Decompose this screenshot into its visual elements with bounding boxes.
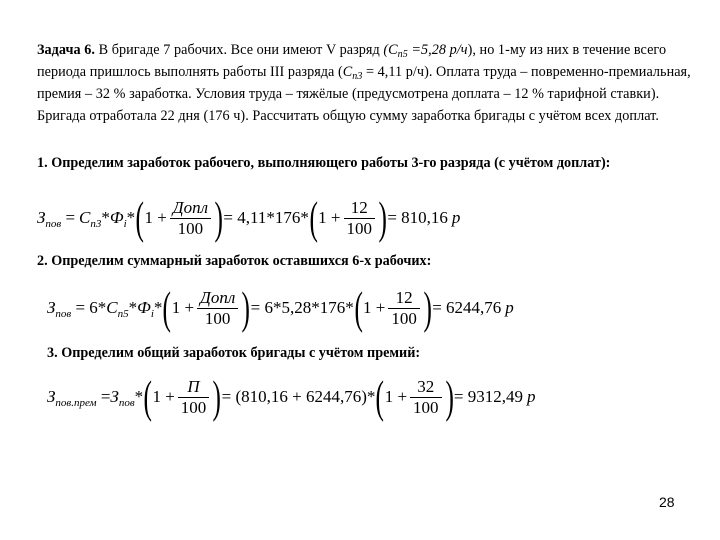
step-2-result: = 6244,76 [432, 298, 502, 317]
page-number: 28 [659, 494, 675, 510]
step-2-formula: $З_{пов}$ = 6* $С_{п5}$ * $Ф_i$ * ( 1 + $\frac{\text{Допл}}{100}$ ) = 6*5,28*176* ( 1 + $\frac{12}{100}$ ) = 6244,76 р [47, 282, 514, 333]
step-1-heading: 1. Определим заработок рабочего, выполняющего работы 3-го разряда (с учётом доплат): [37, 155, 611, 171]
step-1-fraction-2: $\frac{12}{100}$ [344, 198, 376, 239]
statement-text-2: но 1-му из них в течение всего периода пришлось выполнять работы III разряда ( [37, 42, 667, 80]
step-3-fraction-1: $\frac{П}{100}$ [178, 377, 210, 418]
step-1-fraction-1: $\frac{\text{Допл}}{100}$ [170, 198, 211, 239]
statement-text-3: = 4,11 р/ч). Оплата труда – повременно-премиальная, премия – 32 % заработка. Условия труда – тяжёлые (предусмотрена доплата – 12 % тарифной ставки). Бригада отработала 22 дня (176 ч). Рассчитать общую сумму заработка бригады с учётом всех доплат. [37, 64, 691, 124]
problem-title: Задача 6. [37, 42, 96, 58]
step-3-heading: 3. Определим общий заработок бригады с учётом премий: [47, 345, 421, 361]
step-3-formula: $З_{пов.прем}$ = $З_{пов}$ * ( 1 + $\frac{П}{100}$ ) = (810,16 + 6244,76)* ( 1 + $\frac{32}{100}$ ) = 9312,49 р [47, 371, 536, 422]
step-1-formula: $З_{пов}$ = $С_{п3}$ * $Ф_i$ * ( 1 + $\frac{\text{Допл}}{100}$ ) = 4,11*176* ( 1 + $\frac{12}{100}$ ) = 810,16 р [37, 192, 461, 243]
statement-text-1: В бригаде 7 рабочих. Все они имеют V разряд [95, 42, 384, 58]
rate-grade5: ($С_{п5} =5,28$ р/ч [383, 42, 468, 60]
step-3-fraction-2: $\frac{32}{100}$ [410, 377, 442, 418]
step-2-fraction-1: $\frac{\text{Допл}}{100}$ [197, 288, 238, 329]
step-3-result: = 9312,49 [453, 387, 523, 406]
problem-statement: Задача 6. В бригаде 7 рабочих. Все они имеют V разряд ($С_{п5} =5,28$ р/ч), но 1-му из них в течение всего периода пришлось выполнять работы III разряда ($С_{п3} = 4,11$ р/ч). Оплата труда – повременно-премиальная, премия – 32 % заработка. Условия труда – тяжёлые (предусмотрена доплата – 12 % тарифной ставки). Бригада отработала 22 дня (176 ч). Рассчитать общую сумму заработка бригады с учётом всех доплат. [37, 42, 691, 124]
step-2-heading: 2. Определим суммарный заработок оставшихся 6-х рабочих: [37, 253, 432, 269]
step-2-fraction-2: $\frac{12}{100}$ [388, 288, 420, 329]
rate-grade3: $С_{п3}$ [342, 64, 363, 82]
step-1-result: = 810,16 [387, 208, 448, 227]
